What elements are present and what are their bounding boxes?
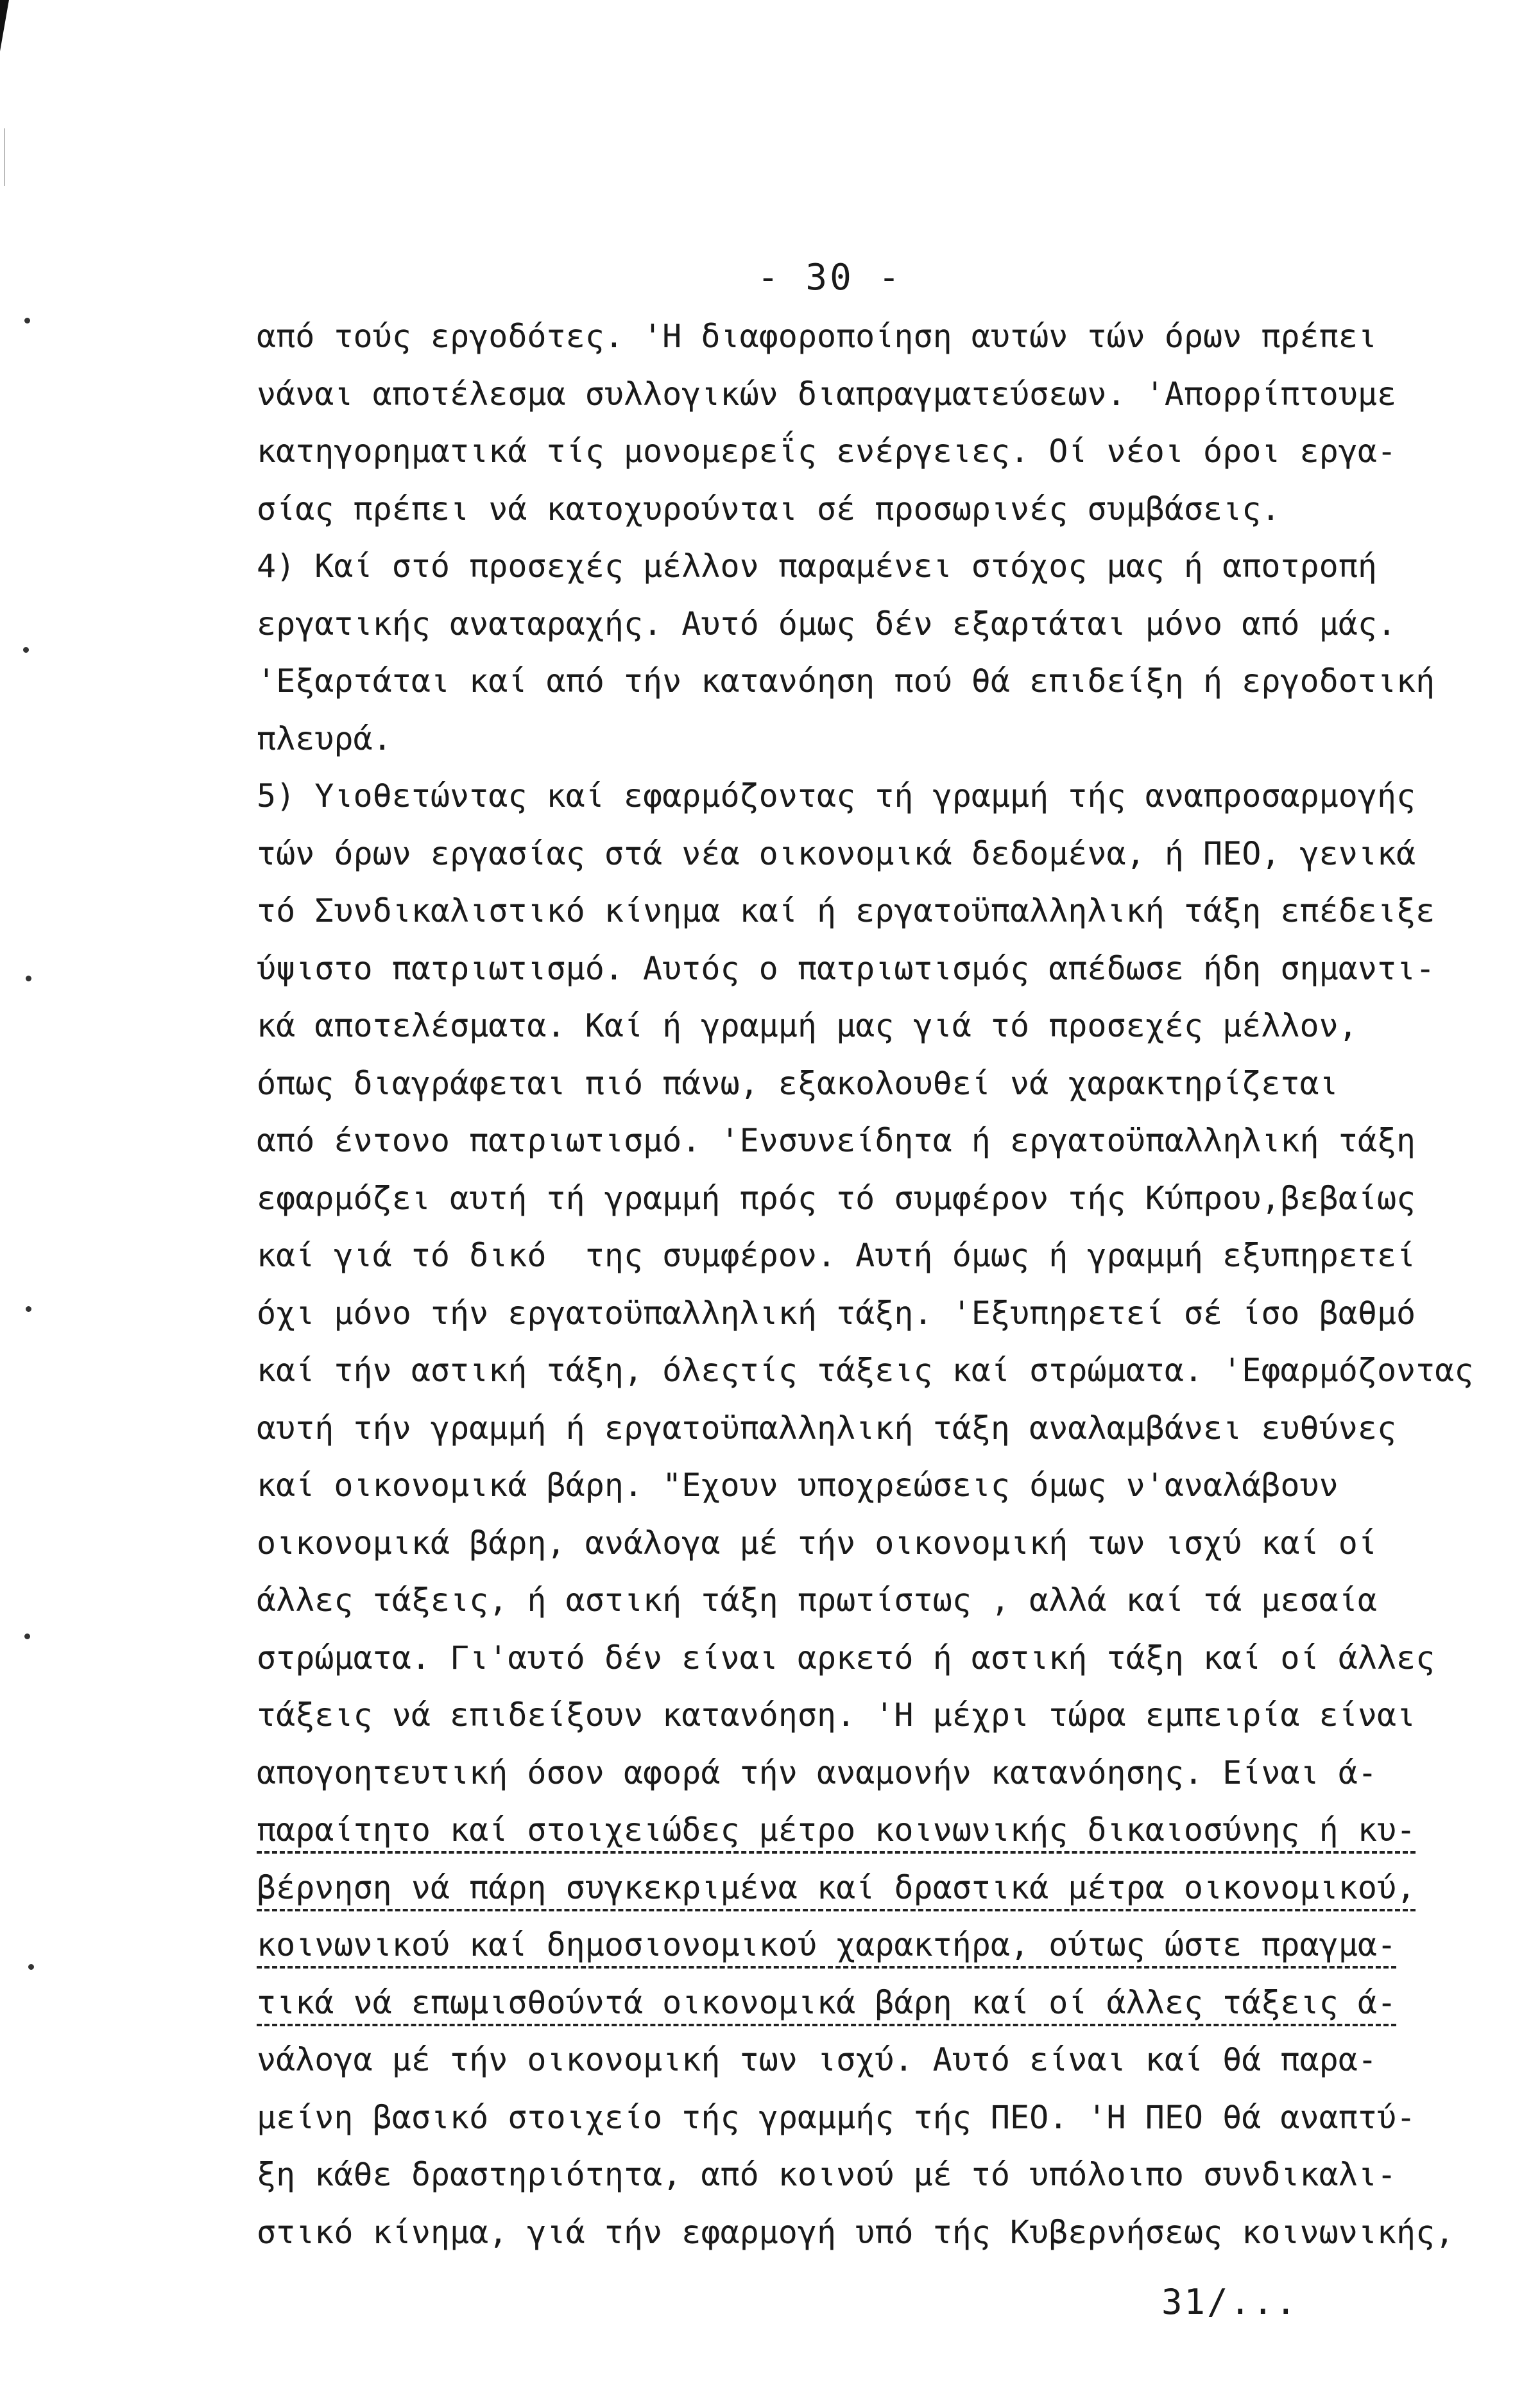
page-number: - 30 -	[757, 257, 903, 298]
text-line: άλλες τάξεις, ή αστική τάξη πρωτίστως , αλλά καί τά μεσαία	[257, 1582, 1377, 1619]
text-line: τό Συνδικαλιστικό κίνημα καί ή εργατοϋπαλληλική τάξη επέδειξε	[257, 892, 1435, 929]
text-line: εφαρμόζει αυτή τή γραμμή πρός τό συμφέρον τής Κύπρου,βεβαίως	[257, 1179, 1416, 1217]
text-line: από τούς εργοδότες. 'Η διαφοροποίηση αυτών τών όρων πρέπει	[257, 318, 1377, 355]
text-line: νάναι αποτέλεσμα συλλογικών διαπραγματεύσεων. 'Απορρίπτουμε	[257, 375, 1397, 413]
underlined-text-line	[257, 1802, 1514, 1859]
document-body	[257, 308, 1514, 2261]
continuation-marker: 31/...	[1161, 2282, 1299, 2322]
text-line: όπως διαγράφεται πιό πάνω, εξακολουθεί νά χαρακτηρίζεται	[257, 1064, 1339, 1102]
text-line: καί γιά τό δικό της συμφέρον. Αυτή όμως ή γραμμή εξυπηρετεί	[257, 1237, 1416, 1274]
text-line: τάξεις νά επιδείξουν κατανόηση. 'Η μέχρι τώρα εμπειρία είναι	[257, 1696, 1416, 1734]
text-line: όχι μόνο τήν εργατοϋπαλληλική τάξη. 'Εξυπηρετεί σέ ίσο βαθμό	[257, 1294, 1416, 1332]
underlined-text: βέρνηση νά πάρη συγκεκριμένα καί δραστικά μέτρα οικονομικού,	[257, 1869, 1416, 1911]
text-line: εργατικής αναταραχής. Αυτό όμως δέν εξαρτάται μόνο από μάς.	[257, 605, 1397, 642]
text-line: καί τήν αστική τάξη, όλεςτίς τάξεις καί στρώματα. 'Εφαρμόζοντας	[257, 1352, 1474, 1389]
scan-corner-mark	[0, 0, 9, 51]
text-line: κατηγορηματικά τίς μονομερεΐς ενέργειες. Οί νέοι όροι εργα-	[257, 433, 1397, 470]
scan-speck	[26, 976, 31, 981]
scan-speck	[24, 318, 30, 323]
underlined-text: κοινωνικού καί δημοσιονομικού χαρακτήρα, ούτως ώστε πραγμα-	[257, 1926, 1396, 1969]
text-line: κά αποτελέσματα. Καί ή γραμμή μας γιά τό προσεχές μέλλον,	[257, 1007, 1358, 1044]
underlined-text-line	[257, 1917, 1514, 1974]
underlined-text: τικά νά επωμισθούντά οικονομικά βάρη καί οί άλλες τάξεις ά-	[257, 1984, 1396, 2026]
underlined-text-line	[257, 1859, 1514, 1917]
scan-speck	[24, 1633, 30, 1639]
text-line: ύψιστο πατριωτισμό. Αυτός ο πατριωτισμός απέδωσε ήδη σημαντι-	[257, 949, 1435, 987]
underlined-text: παραίτητο καί στοιχειώδες μέτρο κοινωνικής δικαιοσύνης ή κυ-	[257, 1811, 1416, 1854]
underlined-text-line	[257, 1974, 1514, 2032]
text-line: μείνη βασικό στοιχείο τής γραμμής τής ΠΕΟ. 'Η ΠΕΟ θά αναπτύ-	[257, 2098, 1416, 2136]
text-line: απογοητευτική όσον αφορά τήν αναμονήν κατανόησης. Είναι ά-	[257, 1754, 1377, 1791]
text-line: πλευρά.	[257, 720, 392, 757]
text-line: τών όρων εργασίας στά νέα οικονομικά δεδομένα, ή ΠΕΟ, γενικά	[257, 834, 1416, 872]
text-line: στικό κίνημα, γιά τήν εφαρμογή υπό τής Κυβερνήσεως κοινωνικής,	[257, 2213, 1455, 2251]
text-line: αυτή τήν γραμμή ή εργατοϋπαλληλική τάξη αναλαμβάνει ευθύνες	[257, 1409, 1397, 1447]
text-line: καί οικονομικά βάρη. "Εχουν υποχρεώσεις όμως ν'αναλάβουν	[257, 1467, 1339, 1504]
text-line: στρώματα. Γι'αυτό δέν είναι αρκετό ή αστική τάξη καί οί άλλες	[257, 1639, 1435, 1676]
text-line: 4) Καί στό προσεχές μέλλον παραμένει στόχος μας ή αποτροπή	[257, 547, 1377, 585]
scan-speck	[26, 1306, 31, 1312]
text-line: ξη κάθε δραστηριότητα, από κοινού μέ τό υπόλοιπο συνδικαλι-	[257, 2156, 1397, 2193]
text-line: σίας πρέπει νά κατοχυρούνται σέ προσωρινές συμβάσεις.	[257, 490, 1281, 528]
text-line: από έντονο πατριωτισμό. 'Ενσυνείδητα ή εργατοϋπαλληλική τάξη	[257, 1122, 1416, 1159]
text-line: 'Εξαρτάται καί από τήν κατανόηση πού θά επιδείξη ή εργοδοτική	[257, 662, 1435, 700]
scan-speck	[23, 647, 29, 653]
text-line: οικονομικά βάρη, ανάλογα μέ τήν οικονομική των ισχύ καί οί	[257, 1524, 1377, 1562]
scan-edge-line	[4, 128, 5, 186]
text-line: 5) Υιοθετώντας καί εφαρμόζοντας τή γραμμή τής αναπροσαρμογής	[257, 777, 1416, 814]
scan-speck	[28, 1964, 34, 1970]
text-line: νάλογα μέ τήν οικονομική των ισχύ. Αυτό είναι καί θά παρα-	[257, 2041, 1377, 2078]
